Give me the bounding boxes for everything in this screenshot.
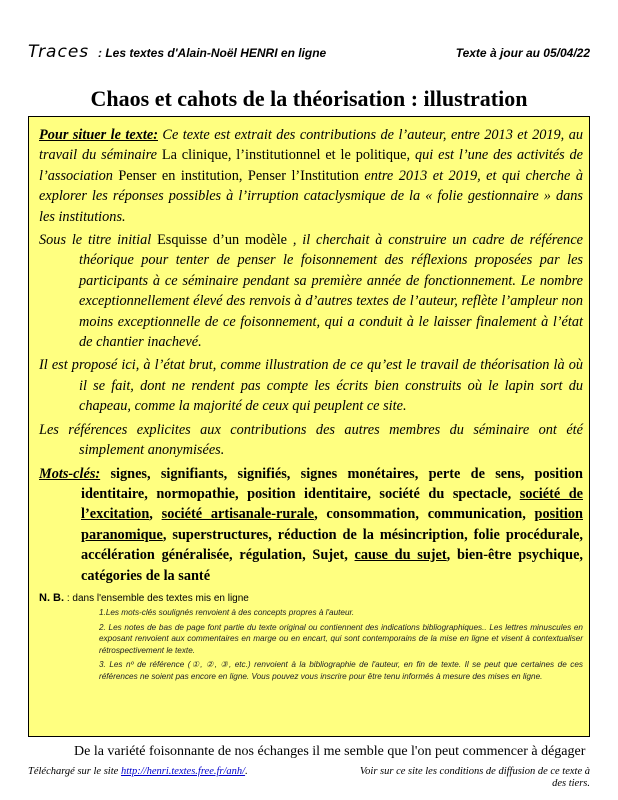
- site-link[interactable]: http://henri.textes.free.fr/anh/: [120, 766, 246, 777]
- note-item: 2. Les notes de bas de page font partie du texte original ou contiennent des indications bibliographiques.. Les lettres minuscules en exposant renvoient aux commentaires en marge ou en encart, qui sont contemporains de la mise en ligne et visent à contextualiser rétrospectivement le texte.: [99, 622, 583, 655]
- seminar-name: La clinique, l’institutionnel et le politique,: [161, 147, 411, 164]
- diffusion-note: Voir sur ce site les conditions de diffusion de ce texte à des tiers.: [359, 766, 590, 789]
- intro-paragraph: Pour situer le texte: Ce texte est extrait des contributions de l’auteur, entre 2013 et 2019, au travail du séminaire La clinique, l’institutionnel et le politique, qui est l’une des activités de l’association Penser en institution, Penser l’Institution entre 2013 et 2019, et qui cherche à explorer les réponses possibles à l’irruption cataclysmique de la « folie gestionnaire » dans les institutions.: [39, 127, 583, 225]
- document-title: Chaos et cahots de la théorisation : illustration: [90, 86, 528, 111]
- site-brand: Traces: [28, 42, 90, 62]
- keywords-label: Mots-clés:: [39, 465, 101, 482]
- header-subtitle: : Les textes d'Alain-Noël HENRI en ligne: [98, 46, 327, 60]
- note-item: 3. Les nº de référence (①, ②, ③, etc.) renvoient à la bibliographie de l'auteur, en fin de texte. Il se peut que certaines de ces références ne soient pas encore en ligne. Vous pouvez vous inscrire pour être tenu informés à mesure des mises en ligne.: [99, 660, 583, 681]
- body-text-start: De la variété foisonnante de nos échanges il me semble que l'on peut commencer à dégager: [74, 744, 586, 759]
- context-paragraph: Sous le titre initial Esquisse d’un modèle , il cherchait à construire un cadre de référence théorique pour tenter de penser le foisonnement des réflexions proposées par les participants à ce séminaire pendant sa première année de fonctionnement. Le nombre exceptionnellement élevé des renvois à d’autres textes de l’auteur, reflète l’ampleur non moins exceptionnelle de ce foisonnement, qui a conduit à le laisser finalement à l’état de chantier inachevé.: [39, 232, 584, 351]
- nb-label: N. B.: [39, 591, 65, 604]
- update-date: Texte à jour au 05/04/22: [455, 46, 590, 60]
- keywords: Mots-clés: signes, signifiants, signifiés, signes monétaires, perte de sens, position identitaire, normopathie, position identitaire, société du spectacle, société de l’excitation, société artisanale-rurale, consommation, communication, position paranomique, superstructures, réduction de la mésincription, folie procédurale, accélération généralisée, régulation, Sujet, cause du sujet, bien-être psychique, catégories de la santé: [39, 465, 583, 584]
- presentation-box: [28, 116, 590, 737]
- intro-lead: Pour situer le texte:: [39, 127, 158, 143]
- initial-title: Esquisse d’un modèle: [157, 232, 288, 249]
- notes-block: N. B. : dans l'ensemble des textes mis en ligne 1.Les mots-clés soulignés renvoient à des concepts propres à l'auteur. 2. Les notes de bas de page font partie du texte original ou contiennent des indications bibliographiques.. Les lettres minuscules en exposant renvoient aux commentaires en marge ou en encart, qui sont contemporains de la mise en ligne et visent à contextualiser rétrospectivement le texte. 3. Les nº de référence (①, ②, ③, etc.) renvoient à la bibliographie de l'auteur, en fin de texte. Il se peut que certaines de ces références ne soient pas encore en ligne. Vous pouvez vous inscrire pour être tenu informés à mesure des mises en ligne.: [39, 591, 583, 681]
- note-item: 1.Les mots-clés soulignés renvoient à des concepts propres à l'auteur.: [99, 607, 355, 617]
- purpose-paragraph: Il est proposé ici, à l’état brut, comme illustration de ce qu’est le travail de théorisation là où il se fait, dont ne rendent pas compte les écrits bien construits où le lapin sort du chapeau, comme la majorité de ceux qui peuplent ce site.: [39, 357, 583, 415]
- page-header: [28, 42, 590, 66]
- association-name: Penser en institution, Penser l’Institution: [118, 167, 359, 184]
- anonymisation-paragraph: Les références explicites aux contributions des autres membres du séminaire ont été simplement anonymisées.: [39, 421, 583, 459]
